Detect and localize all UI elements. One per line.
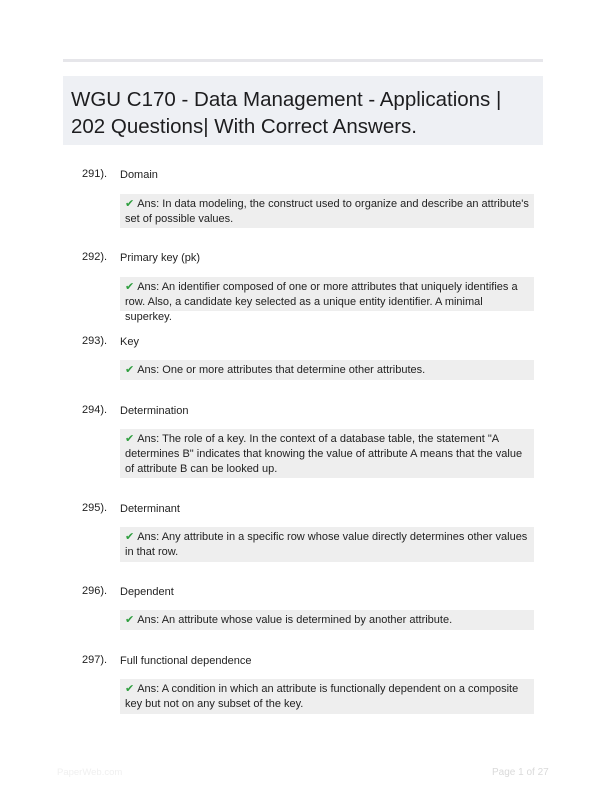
- question-number: 293).: [82, 335, 108, 347]
- answer-text: One or more attributes that determine other attributes.: [162, 364, 426, 376]
- check-icon: ✔: [125, 281, 135, 293]
- question-number: 294).: [82, 404, 108, 416]
- answer-prefix: Ans:: [137, 433, 160, 445]
- answer-text: Any attribute in a specific row whose value directly determines other values in that row.: [125, 531, 528, 558]
- answer-box: [120, 527, 534, 562]
- check-icon: ✔: [125, 531, 135, 543]
- check-icon: ✔: [125, 614, 135, 626]
- question-term: Domain: [120, 169, 158, 181]
- check-icon: ✔: [125, 364, 135, 376]
- answer-box: [120, 429, 534, 478]
- answer-text: A condition in which an attribute is functionally dependent on a composite key but not on any subset of the key.: [125, 683, 519, 710]
- question-term: Dependent: [120, 586, 174, 598]
- answer-prefix: Ans:: [137, 531, 160, 543]
- answer-prefix: Ans:: [137, 683, 160, 695]
- answer-box: [120, 277, 534, 323]
- top-divider: [63, 59, 543, 62]
- question-term: Determination: [120, 405, 189, 417]
- answer-box: [120, 679, 534, 714]
- answer-text: The role of a key. In the context of a database table, the statement "A determines B" indicates that knowing the value of attribute A means that the value of attribute B can be looked up.: [125, 433, 523, 475]
- answer-text: An identifier composed of one or more attributes that uniquely identifies a row. Also, a candidate key selected as a unique entity identifier. A minimal superkey.: [125, 281, 518, 323]
- page-number: Page 1 of 27: [492, 767, 549, 778]
- question-number: 296).: [82, 585, 108, 597]
- question-term: Key: [120, 336, 139, 348]
- answer-text: An attribute whose value is determined by another attribute.: [161, 614, 453, 626]
- title-box: [63, 76, 543, 145]
- question-term: Determinant: [120, 503, 180, 515]
- question-number: 292).: [82, 251, 108, 263]
- check-icon: ✔: [125, 433, 135, 445]
- answer-prefix: Ans:: [137, 364, 160, 376]
- footer-watermark: PaperWeb.com: [57, 767, 123, 778]
- question-number: 295).: [82, 502, 108, 514]
- answer-text: In data modeling, the construct used to organize and describe an attribute's set of possible values.: [125, 198, 529, 225]
- answer-prefix: Ans:: [137, 614, 160, 626]
- answer-prefix: Ans:: [137, 281, 160, 293]
- question-number: 297).: [82, 654, 108, 666]
- answer-box: [120, 194, 534, 228]
- question-number: 291).: [82, 168, 108, 180]
- answer-box: [120, 360, 534, 380]
- question-term: Primary key (pk): [120, 252, 201, 264]
- question-term: Full functional dependence: [120, 655, 252, 667]
- answer-box: [120, 610, 534, 630]
- check-icon: ✔: [125, 683, 135, 695]
- document-title: WGU C170 - Data Management - Applications | 202 Questions| With Correct Answers.: [71, 88, 502, 138]
- answer-prefix: Ans:: [137, 198, 160, 210]
- check-icon: ✔: [125, 198, 135, 210]
